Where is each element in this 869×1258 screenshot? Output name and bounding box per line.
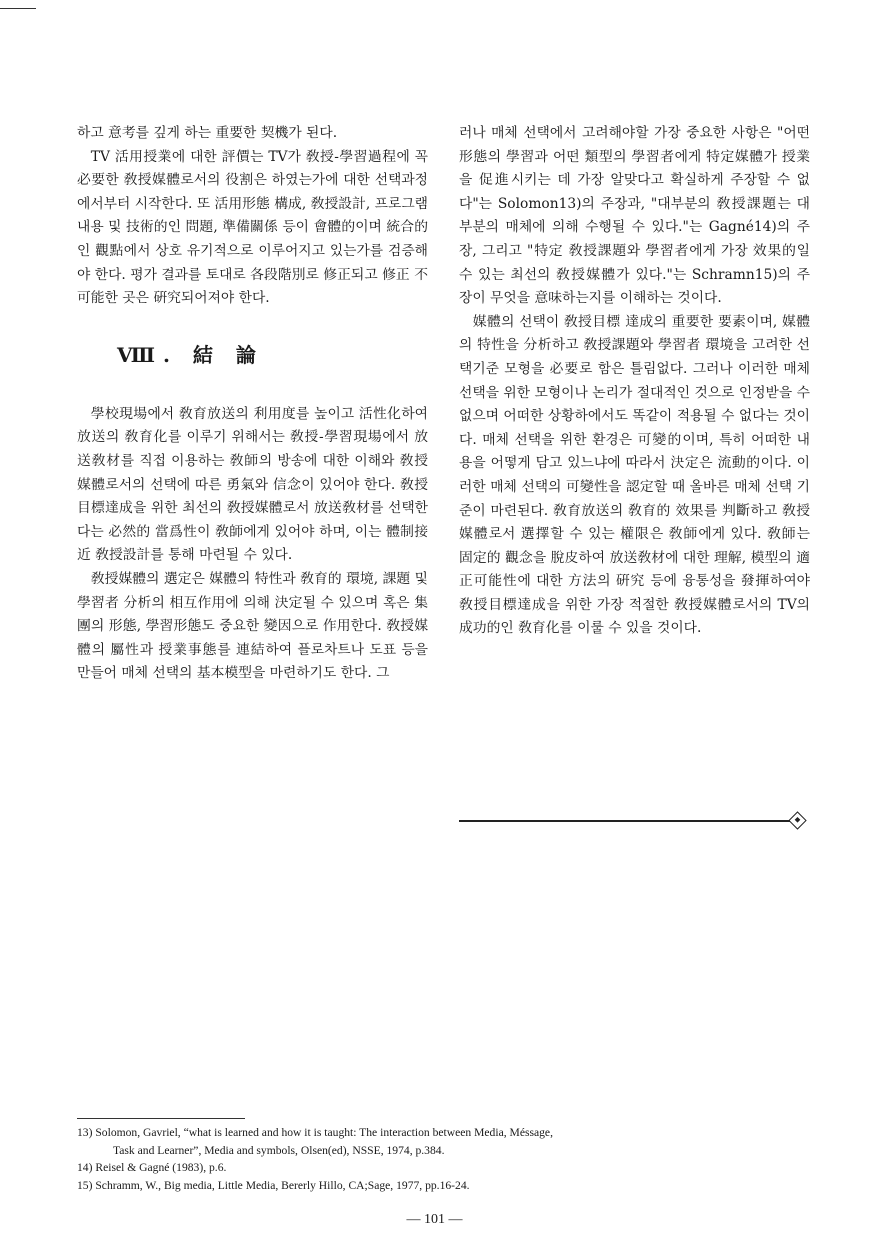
end-diamond-icon (788, 811, 806, 829)
left-paragraph-1: 하고 意考를 깊게 하는 重要한 契機가 된다. (77, 125, 338, 141)
footnote-14: 14) Reisel & Gagné (1983), p.6. (77, 1161, 227, 1174)
left-paragraph-3: 學校現場에서 敎育放送의 利用度를 높이고 活性化하여 放送의 敎育化를 이루기 위해서는 敎授-學習現場에서 放送敎材를 직접 이용하는 敎師의 방송에 대한 이해와 敎授媒體로서의 선택에 따른 勇氣와 信念이 있어야 한다. 敎授目標達成을 위한 최선의 敎授媒體로서 放送敎材를 선택한다는 必然的 當爲性이 敎師에게 있어야 하며, 이는 體制接近 敎授設計를 통해 마련될 수 있다. (77, 405, 428, 564)
right-column (459, 122, 810, 641)
footnote-13-line-1: 13) Solomon, Gavriel, “what is learned and how it is taught: The interaction between Media, Méssage, (77, 1126, 553, 1139)
right-paragraph-2: 媒體의 선택이 敎授目標 達成의 重要한 要素이며, 媒體의 特性을 分析하고 敎授課題와 學習者 環境을 고려한 선택기준 모형을 必要로 함은 틀림없다. 그러나 이러한 매체 선택을 위한 모형이나 논리가 절대적인 것으로 인정받을 수 없으며 어떠한 상황하에서도 똑같이 적용될 수 없다는 것이다. 매체 선택을 위한 환경은 可變的이며, 특히 어떠한 내용을 어떻게 담고 있느냐에 따라서 決定은 流動的이다. 이러한 매체 선택의 可變性을 認定할 때 올바른 매체 선택 기준이 마련된다. 敎育放送의 敎育的 效果를 判斷하고 敎授媒體로서 選擇할 수 있는 權限은 敎師에게 있다. 敎師는 固定的 觀念을 脫皮하여 放送敎材에 대한 理解, 模型의 適正可能性에 대한 方法의 硏究 등에 융통성을 發揮하여야 敎授目標達成을 위한 가장 적절한 敎授媒體로서의 TV의 成功的인 敎育化를 이룰 수 있을 것이다. (459, 313, 810, 637)
footnote-13-line-2: Task and Learner”, Media and symbols, Olsen(ed), NSSE, 1974, p.384. (113, 1143, 445, 1157)
article-end-rule (459, 820, 790, 822)
footnote-15: 15) Schramm, W., Big media, Little Media, Bererly Hillo, CA;Sage, 1977, pp.16-24. (77, 1178, 470, 1192)
right-paragraph-1: 러나 매체 선택에서 고려해야할 가장 중요한 사항은 "어떤 形態의 學習과 어떤 類型의 學習者에게 特定媒體가 授業을 促進시키는 데 가장 알맞다고 확실하게 주장할 수 없다"는 Solomon13)의 주장과, "대부분의 敎授課題는 대부분의 매체에 의해 수행될 수 있다."는 Gagné14)의 주장, 그리고 "特定 敎授課題와 學習者에게 가장 效果的일 수 있는 최선의 敎授媒體가 있다."는 Schramn15)의 주장이 무엇을 意味하는지를 이해하는 것이다. (459, 125, 810, 307)
footnotes (77, 1124, 817, 1194)
left-paragraph-4: 敎授媒體의 選定은 媒體의 特性과 敎育的 環境, 課題 및 學習者 分析의 相互作用에 의해 決定될 수 있으며 혹은 集團의 形態, 學習形態도 중요한 變因으로 作用한다. 敎授媒體의 屬性과 授業事態를 連結하여 플로차트나 도표 등을 만들어 매체 선택의 基本模型을 마련하기도 한다. 그 (77, 570, 428, 682)
section-heading-conclusion: Ⅷ. 結 論 (117, 342, 264, 367)
footnote-rule (77, 1118, 245, 1119)
left-column (77, 122, 428, 686)
left-paragraph-2: TV 活用授業에 대한 評價는 TV가 敎授-學習過程에 꼭 必要한 敎授媒體로서의 役割은 하였는가에 대한 선택과정에서부터 시작한다. 또 活用形態 構成, 敎授設計, 프로그램 내용 및 技術的인 問題, 準備關係 등이 會體的이며 統合的인 觀點에서 상호 유기적으로 이루어지고 있는가를 검증해야 한다. 평가 결과를 토대로 各段階別로 修正되고 修正 不可能한 곳은 硏究되어져야 한다. (77, 148, 428, 307)
page-number: — 101 — (406, 1212, 463, 1227)
top-left-rule (0, 8, 36, 9)
